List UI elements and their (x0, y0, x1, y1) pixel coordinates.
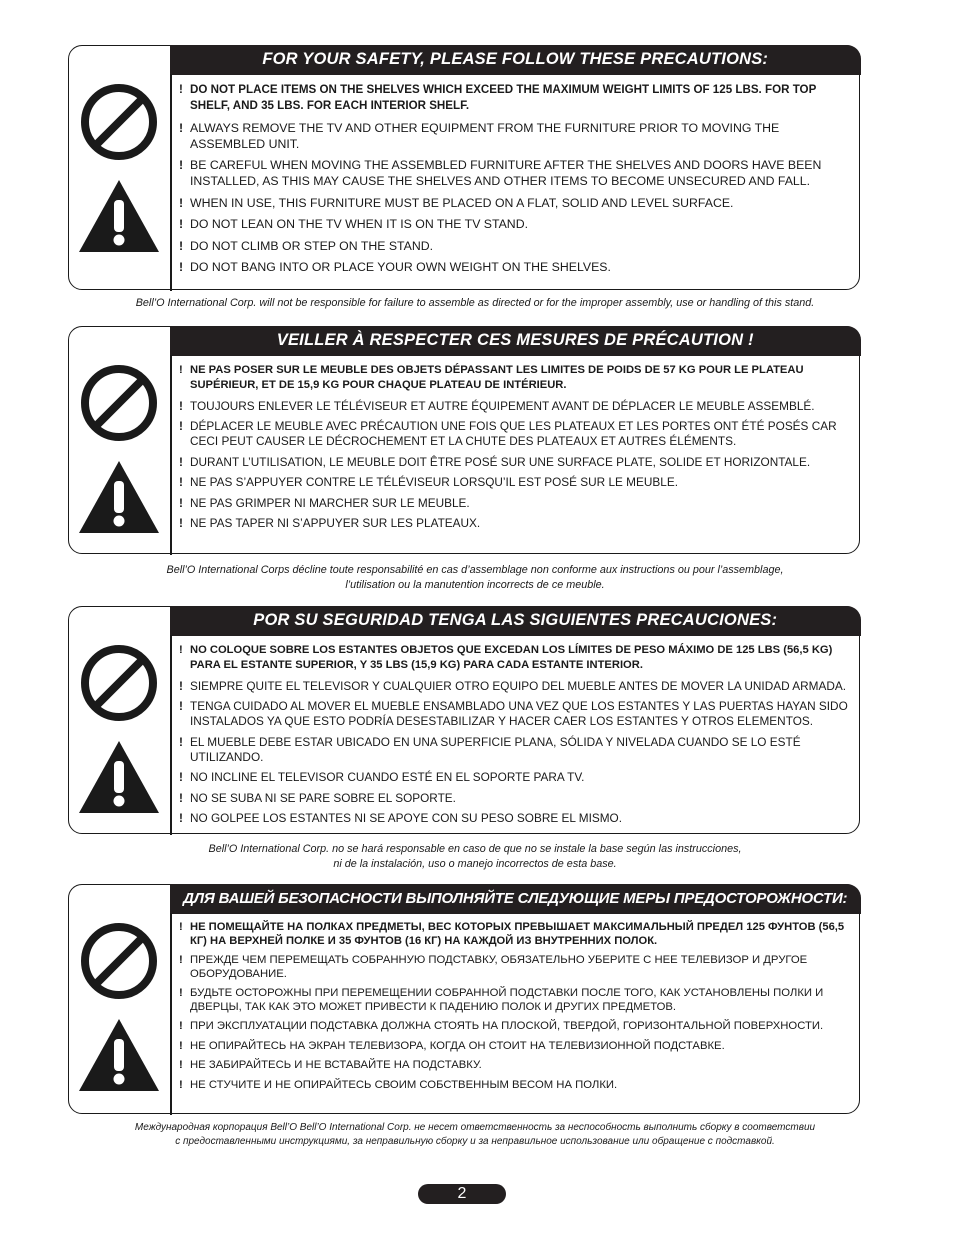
precaution-item: ! НЕ ПОМЕЩАЙТЕ НА ПОЛКАХ ПРЕДМЕТЫ, ВЕС КОТОРЫХ ПРЕВЫШАЕТ МАКСИМАЛЬНЫЙ ПРЕДЕЛ 125 ФУНТОВ (56,5 КГ) НА ВЕРХНЕЙ ПОЛКЕ И 35 ФУНТОВ (16 КГ) НА КАЖДОЙ ИЗ ВНУТРЕННИХ ПОЛОК. (179, 921, 845, 947)
precaution-item: ! NE PAS TAPER NI S’APPUYER SUR LES PLATEAUX. (179, 516, 481, 530)
disclaimer-ru: Международная корпорация Bell’O Bell’O International Corp. не несет ответственность за неспособность выполнить сборку в соответствии с предоставленными инструкциями, за неправильную сборку и за неправильное использование или обращение с подставкой. (134, 1122, 816, 1147)
section-header-ru: ДЛЯ ВАШЕЙ БЕЗОПАСНОСТИ ВЫПОЛНЯЙТЕ СЛЕДУЮЩИЕ МЕРЫ ПРЕДОСТОРОЖНОСТИ: (170, 884, 861, 914)
prohibition-icon (77, 361, 161, 445)
section-header-en: FOR YOUR SAFETY, PLEASE FOLLOW THESE PRECAUTIONS: (170, 45, 861, 75)
precaution-item: ! NE PAS S’APPUYER CONTRE LE TÉLÉVISEUR LORSQU’IL EST POSÉ SUR LE MEUBLE. (179, 475, 678, 489)
precaution-item: ! BE CAREFUL WHEN MOVING THE ASSEMBLED FURNITURE AFTER THE SHELVES AND DOORS HAVE BEEN INSTALLED, AS THIS MAY CAUSE THE SHELVES AND OTHER ITEMS TO BECOME UNSECURED AND FALL. (179, 158, 822, 188)
prohibition-icon (77, 641, 161, 725)
precaution-item: ! НЕ СТУЧИТЕ И НЕ ОПИРАЙТЕСЬ СВОИМ СОБСТВЕННЫМ ВЕСОМ НА ПОЛКИ. (179, 1078, 618, 1091)
precaution-list-ru (179, 921, 849, 1098)
prohibition-icon (77, 80, 161, 164)
warning-exclamation-icon (77, 739, 161, 815)
warning-exclamation-icon (77, 459, 161, 535)
section-header-es: POR SU SEGURIDAD TENGA LAS SIGUIENTES PRECAUCIONES: (170, 606, 861, 636)
precaution-item: ! NE PAS GRIMPER NI MARCHER SUR LE MEUBLE. (179, 495, 470, 510)
precaution-item: ! NO COLOQUE SOBRE LOS ESTANTES OBJETOS QUE EXCEDAN LOS LÍMITES DE PESO MÁXIMO DE 125 LBS (56,5 KG) PARA EL ESTANTE SUPERIOR, Y 35 LBS (15,9 KG) PARA CADA ESTANTE INTERIOR. (179, 644, 833, 671)
precaution-list-es (179, 643, 849, 832)
precautions-box-ru (68, 884, 860, 1114)
disclaimer-es: Bell’O International Corp. no se hará responsable en caso de que no se instale la base según las instrucciones, ni de la instalación, uso o manejo incorrectos de esta base. (208, 843, 742, 870)
precaution-item: ! TENGA CUIDADO AL MOVER EL MUEBLE ENSAMBLADO UNA VEZ QUE LOS ESTANTES Y LAS PUERTAS HAYAN SIDO INSTALADOS YA QUE ESTO PODRÍA DESESTABILIZAR Y HACER CAER LOS ESTANTES Y OTROS ELEMENTOS. (179, 699, 848, 728)
precaution-item: ! DO NOT CLIMB OR STEP ON THE STAND. (179, 238, 434, 253)
precaution-item: ! NO GOLPEE LOS ESTANTES NI SE APOYE CON SU PESO SOBRE EL MISMO. (179, 811, 623, 825)
icon-column (77, 641, 163, 815)
precaution-item: ! НЕ ОПИРАЙТЕСЬ НА ЭКРАН ТЕЛЕВИЗОРА, КОГДА ОН СТОИТ НА ТЕЛЕВИЗИОННОЙ ПОДСТАВКЕ. (179, 1039, 725, 1052)
divider-line (170, 913, 172, 1115)
disclaimer-en: Bell’O International Corp. will not be responsible for failure to assemble as directed or for the improper assembly, use or handling of this stand. (135, 297, 815, 309)
precaution-item: ! TOUJOURS ENLEVER LE TÉLÉVISEUR ET AUTRE ÉQUIPEMENT AVANT DE DÉPLACER LE MEUBLE ASSEMBLÉ. (179, 398, 815, 413)
warning-exclamation-icon (77, 178, 161, 254)
precaution-item: ! NO INCLINE EL TELEVISOR CUANDO ESTÉ EN EL SOPORTE PARA TV. (179, 770, 585, 784)
precautions-box-en (68, 45, 860, 290)
precaution-item: ! ПРЕЖДЕ ЧЕМ ПЕРЕМЕЩАТЬ СОБРАННУЮ ПОДСТАВКУ, ОБЯЗАТЕЛЬНО УБЕРИТЕ С НЕЕ ТЕЛЕВИЗОР И ДРУГОЕ ОБОРУДОВАНИЕ. (179, 954, 808, 980)
precaution-item: ! NE PAS POSER SUR LE MEUBLE DES OBJETS DÉPASSANT LES LIMITES DE POIDS DE 57 KG POUR LE PLATEAU SUPÉRIEUR, ET DE 15,9 KG POUR CHAQUE PLATEAU DE INTÉRIEUR. (179, 364, 804, 391)
icon-column (77, 361, 163, 535)
precaution-item: ! DO NOT BANG INTO OR PLACE YOUR OWN WEIGHT ON THE SHELVES. (179, 260, 611, 274)
precautions-box-es (68, 606, 860, 834)
divider-line (170, 74, 172, 291)
precaution-item: ! DÉPLACER LE MEUBLE AVEC PRÉCAUTION UNE FOIS QUE LES PLATEAUX ET LES PORTES ONT ÉTÉ POSÉS CAR CECI PEUT CAUSER LE DÉCROCHEMENT ET LA CHUTE DES PLATEAUX ET AUTRES ÉLÉMENTS. (179, 419, 837, 448)
icon-column (77, 919, 163, 1093)
precaution-item: ! ПРИ ЭКСПЛУАТАЦИИ ПОДСТАВКА ДОЛЖНА СТОЯТЬ НА ПЛОСКОЙ, ТВЕРДОЙ, ГОРИЗОНТАЛЬНОЙ ПОВЕРХНОСТИ. (179, 1020, 824, 1032)
divider-line (170, 355, 172, 555)
precaution-item: ! DO NOT LEAN ON THE TV WHEN IT IS ON THE TV STAND. (179, 217, 528, 231)
precaution-item: ! WHEN IN USE, THIS FURNITURE MUST BE PLACED ON A FLAT, SOLID AND LEVEL SURFACE. (179, 195, 734, 210)
warning-exclamation-icon (77, 1017, 161, 1093)
icon-column (77, 80, 163, 254)
precaution-item: ! EL MUEBLE DEBE ESTAR UBICADO EN UNA SUPERFICIE PLANA, SÓLIDA Y NIVELADA CUANDO SE LO ESTÉ UTILIZANDO. (179, 734, 801, 764)
precaution-item: ! SIEMPRE QUITE EL TELEVISOR Y CUALQUIER OTRO EQUIPO DEL MUEBLE ANTES DE MOVER LA UNIDAD ARMADA. (179, 678, 846, 693)
precaution-item: ! БУДЬТЕ ОСТОРОЖНЫ ПРИ ПЕРЕМЕЩЕНИИ СОБРАННОЙ ПОДСТАВКИ ПОСЛЕ ТОГО, КАК УСТАНОВЛЕНЫ ПОЛКИ И ДВЕРЦЫ, ТАК КАК ЭТО МОЖЕТ ПРИВЕСТИ К ПАДЕНИЮ ПОЛОК И ДРУГИХ ПРЕДМЕТОВ. (179, 987, 824, 1013)
disclaimer-fr: Bell’O International Corps décline toute responsabilité en cas d’assemblage non conforme aux instructions ou pour l’assemblage, l’utilisation ou la manutention incorrects de ce meuble. (166, 564, 784, 591)
precaution-list-fr (179, 363, 849, 537)
precaution-item: ! НЕ ЗАБИРАЙТЕСЬ И НЕ ВСТАВАЙТЕ НА ПОДСТАВКУ. (179, 1059, 482, 1071)
precaution-item: ! DURANT L’UTILISATION, LE MEUBLE DOIT ÊTRE POSÉ SUR UNE SURFACE PLATE, SOLIDE ET HORIZONTALE. (179, 454, 811, 469)
page-number-badge: 2 (418, 1184, 506, 1204)
section-header-fr: VEILLER À RESPECTER CES MESURES DE PRÉCAUTION ! (170, 326, 861, 356)
precaution-item: ! NO SE SUBA NI SE PARE SOBRE EL SOPORTE. (179, 790, 456, 805)
prohibition-icon (77, 919, 161, 1003)
precaution-item: ! DO NOT PLACE ITEMS ON THE SHELVES WHICH EXCEED THE MAXIMUM WEIGHT LIMITS OF 125 LBS. FOR TOP SHELF, AND 35 LBS. FOR EACH INTERIOR SHELF. (179, 83, 817, 112)
divider-line (170, 635, 172, 835)
precautions-box-fr (68, 326, 860, 554)
precaution-list-en (179, 82, 849, 281)
precaution-item: ! ALWAYS REMOVE THE TV AND OTHER EQUIPMENT FROM THE FURNITURE PRIOR TO MOVING THE ASSEMBLED UNIT. (179, 120, 780, 151)
